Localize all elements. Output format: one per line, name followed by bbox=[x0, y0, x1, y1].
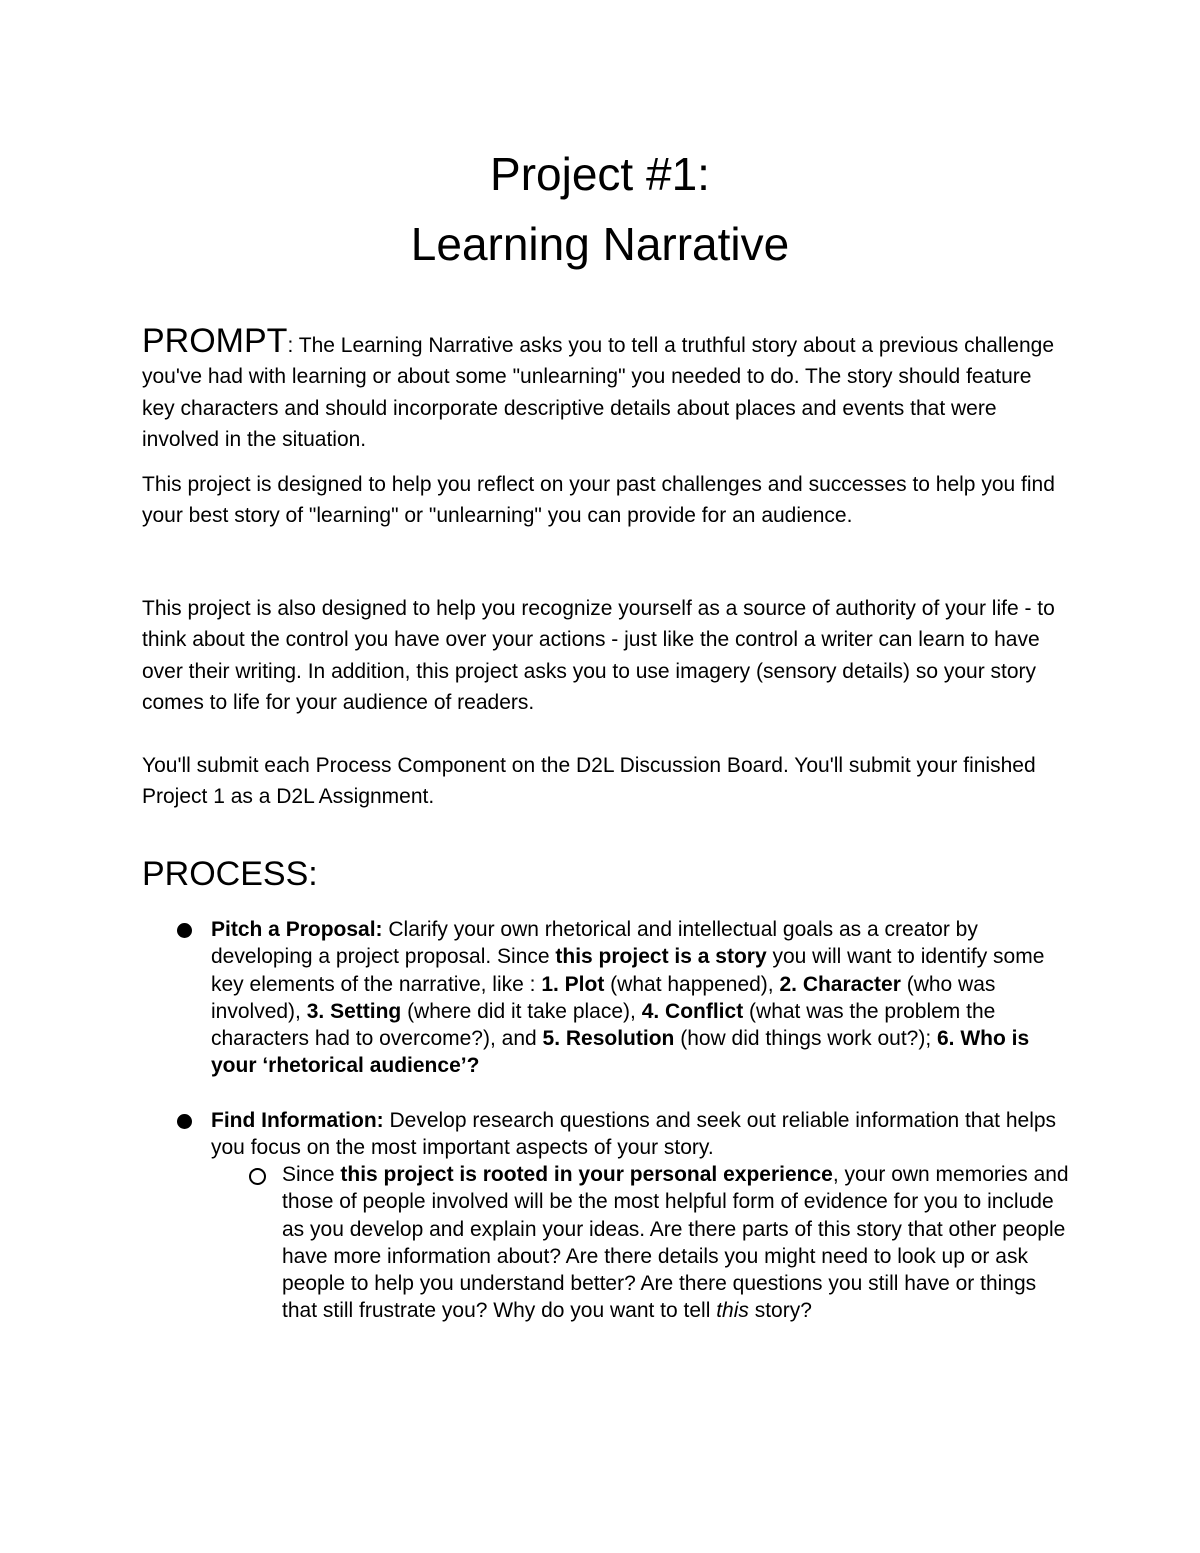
prompt-label: PROMPT bbox=[142, 322, 288, 360]
sub-bullet-personal-experience bbox=[282, 1161, 1072, 1325]
sub-bullet-bold-text: this project is rooted in your personal experience bbox=[340, 1163, 833, 1186]
bullet-text: (what was the problem the characters had to overcome?), and bbox=[211, 999, 996, 1051]
sub-bullet-text: story? bbox=[748, 1299, 812, 1323]
sub-bullet-circle-icon bbox=[249, 1168, 266, 1185]
bullet-dot-icon bbox=[177, 1114, 192, 1129]
bullet-bold-text: this project is a story bbox=[555, 945, 767, 969]
prompt-text: The Learning Narrative asks you to tell a truthful story about a previous challenge you've had with learning or about some "unlearning" you needed to do. The story should feature key characters and should incorporate descriptive details about places and events that were involved in the situation. bbox=[142, 334, 1055, 451]
bullet-text: (where did it take place), bbox=[401, 999, 642, 1023]
bullet-bold-text: 4. Conflict bbox=[641, 999, 744, 1023]
sub-bullet-italic-text: this bbox=[716, 1299, 749, 1323]
body-paragraph-2: This project is also designed to help you recognize yourself as a source of authority of your life - to think about the control you have over your actions - just like the control a writer can learn to have over their writing. In addition, this project asks you to use imagery (sensory details) so your story comes to life for your audience of readers. bbox=[142, 597, 1055, 714]
bullet-label: Pitch a Proposal: bbox=[211, 918, 383, 941]
bullet-find-information bbox=[211, 1107, 1071, 1162]
bullet-text: Clarify your own rhetorical and intellectual goals as a creator by developing a project proposal. Since bbox=[211, 918, 978, 969]
body-paragraph-3: You'll submit each Process Component on the D2L Discussion Board. You'll submit your finished Project 1 as a D2L Assignment. bbox=[142, 754, 1036, 809]
bullet-text: Develop research questions and seek out reliable information that helps you focus on the most important aspects of your story. bbox=[211, 1109, 1057, 1160]
body-paragraph-1: This project is designed to help you reflect on your past challenges and successes to help you find your best story of "learning" or "unlearning" you can provide for an audience. bbox=[142, 473, 1055, 528]
bullet-text: (what happened), bbox=[604, 972, 780, 996]
bullet-bold-text: 6. Who is your ‘rhetorical audience’? bbox=[211, 1027, 1030, 1078]
bullet-bold-text: 3. Setting bbox=[306, 999, 402, 1023]
page-title-line1: Project #1: bbox=[490, 148, 710, 200]
bullet-pitch-proposal bbox=[211, 916, 1071, 1080]
bullet-bold-text: 2. Character bbox=[779, 972, 901, 996]
sub-bullet-text: , your own memories and those of people involved will be the most helpful form of evidence for you to include as you develop and explain your ideas. Are there parts of this story that other people have more information about? Are there details you might need to look up or ask people to help you understand better? Are there questions you still have or things that still frustrate you? Why do you want to tell bbox=[282, 1163, 1069, 1323]
sub-bullet-text: Since bbox=[282, 1163, 341, 1186]
bullet-label: Find Information: bbox=[211, 1109, 384, 1132]
page-title-line2: Learning Narrative bbox=[410, 218, 790, 270]
bullet-text: (how did things work out?); bbox=[674, 1027, 937, 1051]
bullet-bold-text: 5. Resolution bbox=[542, 1027, 675, 1051]
bullet-text: (who was involved), bbox=[211, 972, 996, 1023]
process-heading: PROCESS: bbox=[142, 855, 318, 893]
bullet-text: you will want to identify some key elements of the narrative, like : bbox=[211, 945, 1045, 996]
prompt-colon: : bbox=[287, 334, 299, 357]
bullet-dot-icon bbox=[177, 923, 192, 938]
prompt-paragraph bbox=[142, 322, 1062, 455]
bullet-bold-text: 1. Plot bbox=[541, 972, 605, 996]
